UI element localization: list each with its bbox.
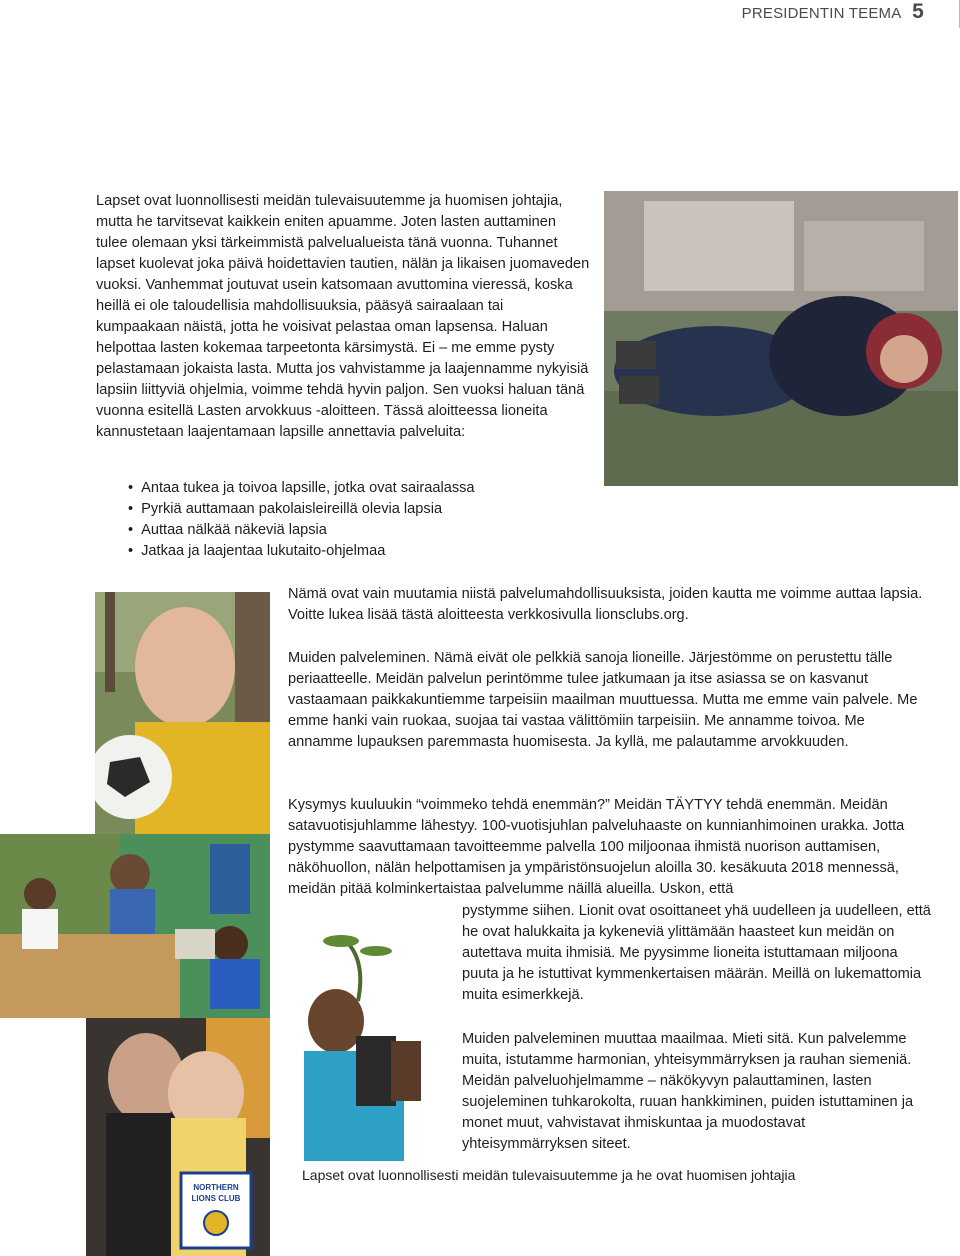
paragraph-can-we-do-more: Kysymys kuuluukin “voimmeko tehdä enemmän?” Meidän TÄYTYY tehdä enemmän. Meidän satavuotisjuhlamme lähestyy. 100-vuotisjuhlan palveluhaaste on kunnianhimoinen urakka. Jotta pystymme saavuttamaan tavoitteemme palvella 100 miljoonaa ihmistä nuorison auttamisen, näköhuollon, nälän helpottamisen ja ympäristönsuojelun aloilla 30. kesäkuuta 2018 mennessä, meidän pitää kolminkertaistaa palvelumme näillä alueilla. Uskon, että <box>288 797 905 897</box>
lions-club-banner-photo <box>86 1018 270 1256</box>
bullet-item: • Antaa tukea ja toivoa lapsille, jotka ovat sairaalassa <box>128 478 475 499</box>
intro-paragraph: Lapset ovat luonnollisesti meidän tulevaisuutemme ja huomisen johtajia, mutta he tarvitsevat kaikkein eniten apuamme. Joten lasten auttaminen tulee olemaan yksi tärkeimmistä palvelualueista tänä vuonna. Tuhannet lapset kuolevat joka päivä hoidettavien tautien, nälän ja likaisen juomaveden vuoksi. Vanhemmat joutuvat usein katsomaan avuttomina vieressä, koska heillä ei ole taloudellisia mahdollisuuksia, pääsyä sairaalaan tai kumpaakaan näistä, jotta he voisivat pelastaa oman lapsensa. Haluan helpottaa lasten kokemaa tarpeetonta kärsimystä. Ei – me emme pysty pelastamaan jokaista lasta. Mutta jos vahvistamme ja laajennamme nykyisiä lapsiin liittyviä ohjelmia, voimme tehdä hyvin paljon. Sen vuoksi haluan tänä vuonna esitellä Lasten arvokkuus -aloitteen. Tässä aloitteessa lioneita kannustetaan laajentamaan lapsille annettavia palveluita: <box>96 193 590 440</box>
children-with-books-photo <box>0 834 270 1018</box>
paragraph-serving-others: Muiden palveleminen. Nämä eivät ole pelkkiä sanoja lioneille. Järjestömme on perustettu tälle periaatteelle. Meidän palvelun perintömme tulee jatkumaan ja itse asiassa se on kasvanut vastaamaan paikkakuntiemme tarpeisiin maailman muuttuessa. Mutta me emme vain palvele. Me emme hanki vain ruokaa, suojaa tai vastaa välittömiin tarpeisiin. Me annamme toivoa. Me annamme lupauksen paremmasta huomisesta. Ja kyllä, me palautamme arvokkuuden. <box>288 650 918 750</box>
badge-text: NORTHERN <box>193 1183 239 1192</box>
photo-caption: Lapset ovat luonnollisesti meidän tulevaisuutemme ja he ovat huomisen johtajia <box>302 1167 796 1183</box>
paragraph-opportunities: Nämä ovat vain muutamia niistä palvelumahdollisuuksista, joiden kautta me voimme auttaa lapsia. Voitte lukea lisää tästä aloitteesta verkkosivulla lionsclubs.org. <box>288 586 923 623</box>
sleeping-child-photo <box>604 191 958 486</box>
bullet-item: • Jatkaa ja laajentaa lukutaito-ohjelmaa <box>128 541 475 562</box>
boy-with-ball-photo <box>95 592 270 834</box>
paragraph-changes-world: Muiden palveleminen muuttaa maailmaa. Mieti sitä. Kun palvelemme muita, istutamme harmonian, yhteisymmärryksen ja rauhan siemeniä. Meidän palveluohjelmamme – näkökyvyn palauttaminen, lasten suojeleminen tuhkarokolta, ruuan hankkiminen, puiden istuttaminen ja monet muut, vahvistavat ihmiskuntaa ja muodostavat yhteisymmärryksen siteet. <box>462 1031 914 1152</box>
initiative-bullet-list <box>128 478 475 562</box>
badge-text: LIONS CLUB <box>191 1194 241 1203</box>
child-with-seedling-photo <box>296 921 444 1161</box>
section-title: PRESIDENTIN TEEMA <box>741 5 902 22</box>
page-header <box>742 0 924 24</box>
bullet-item: • Auttaa nälkää näkeviä lapsia <box>128 520 475 541</box>
bullet-item: • Pyrkiä auttamaan pakolaisleireillä olevia lapsia <box>128 499 475 520</box>
page-number: 5 <box>912 0 924 23</box>
paragraph-can-we-do-more-continued: pystymme siihen. Lionit ovat osoittaneet yhä uudelleen ja uudelleen, että he ovat halukkaita ja kykeneviä ylittämään haasteet kun meidän on autettava muita ihmisiä. Me pyysimme lioneita istuttamaan miljoona puuta ja he istuttivat kymmenkertaisen määrän. Meillä on lukemattomia muita esimerkkejä. <box>462 903 931 1003</box>
